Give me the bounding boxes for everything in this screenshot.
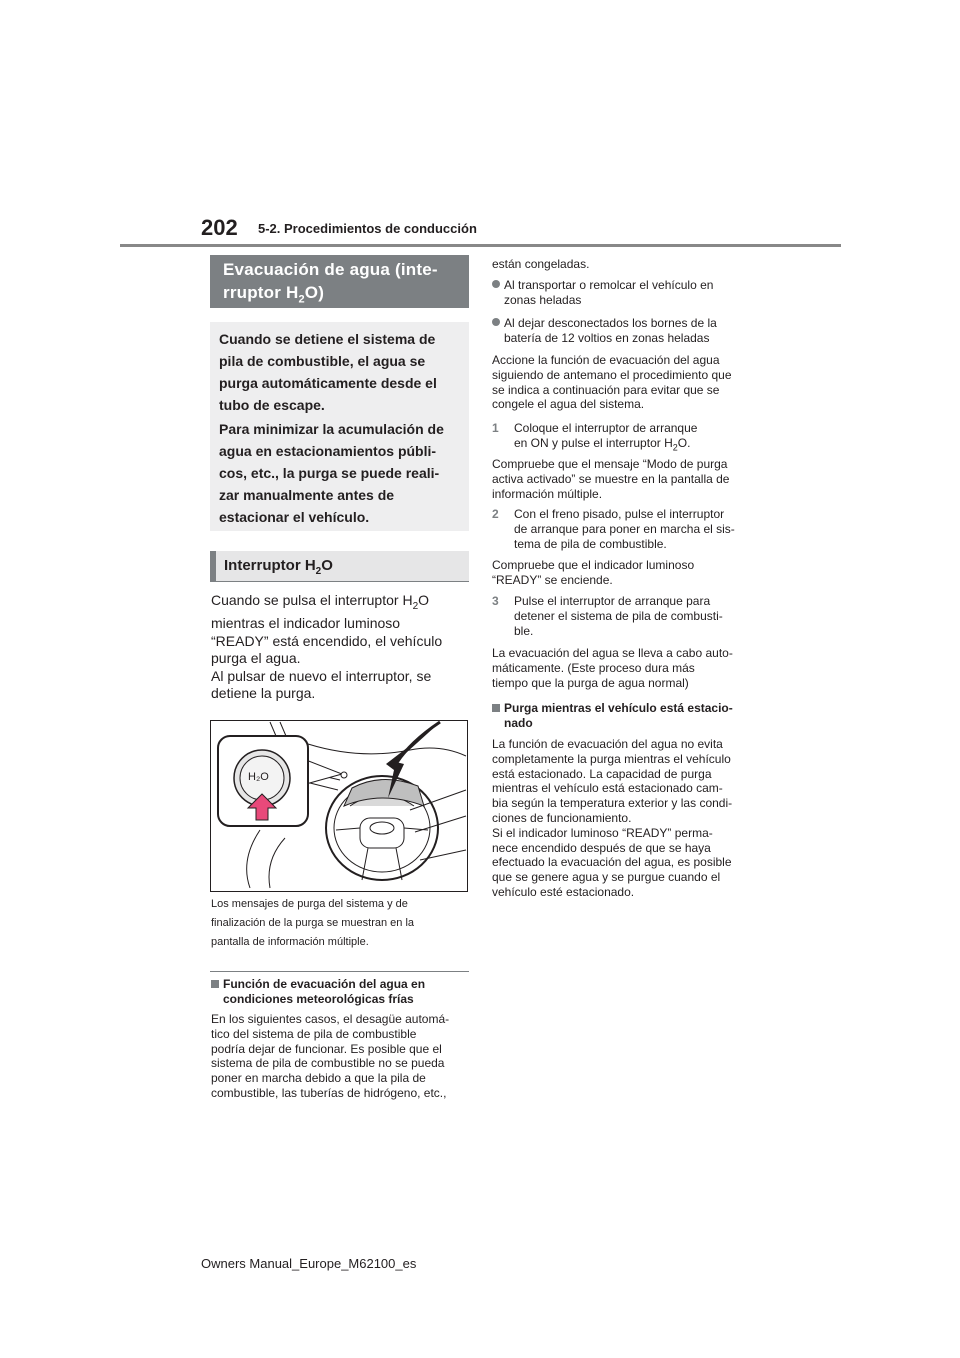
dashboard-illustration: [210, 720, 468, 892]
header-rule: [120, 244, 841, 247]
switch-description: [211, 592, 469, 703]
subsection-banner: [210, 551, 469, 582]
bullet-dot-icon: [492, 318, 500, 326]
intro-line: Cuando se detiene el sistema de: [219, 331, 436, 347]
caption-line: finalización de la purga se muestran en la: [211, 917, 415, 929]
banner-accent-bar: [210, 551, 216, 582]
intro-line: pila de combustible, el agua se: [219, 353, 426, 369]
step-3: 3 Pulse el interruptor de arranque para detener el sistema de pila de combusti- ble.: [492, 594, 723, 638]
after-text: La evacuación del agua se lleva a cabo auto- máticamente. (Este proceso dura más tiempo que la purga de agua normal): [492, 646, 733, 690]
intro-box: [210, 322, 469, 531]
square-bullet-icon: [211, 980, 219, 988]
dashboard-drawing: [210, 720, 468, 892]
divider: [210, 971, 469, 972]
subsection-title: Interruptor $H_2O$: [224, 557, 333, 577]
intro-line: estacionar el vehículo.: [219, 509, 370, 525]
parked-heading: Purga mientras el vehículo está estacio- nado: [492, 701, 754, 731]
step-2-check: Compruebe que el indicador luminoso “READY” se enciende.: [492, 558, 695, 587]
para-line: purga el agua.: [211, 650, 301, 667]
banner-line-2: rruptor $H_2O$): [223, 283, 325, 306]
para-line: Cuando se pulsa el interruptor $H_2O$: [211, 592, 430, 612]
procedure-intro: Accione la función de evacuación del agua siguiendo de antemano el procedimiento que se indica a continuación para evitar que se congele el agua del sistema.: [492, 353, 732, 412]
para-line: detiene la purga.: [211, 685, 316, 702]
caption-line: pantalla de información múltiple.: [211, 936, 369, 948]
intro-line: Para minimizar la acumulación de: [219, 421, 444, 437]
caption-line: Los mensajes de purga del sistema y de: [211, 898, 408, 910]
banner-line-1: Evacuación de agua (inte-: [223, 260, 438, 279]
bullet-dot-icon: [492, 280, 500, 288]
step-1: 1 Coloque el interruptor de arranque en ON y pulse el interruptor $H_2O$.: [492, 421, 698, 453]
para-line: “READY” está encendido, el vehículo: [211, 632, 443, 649]
intro-line: purga automáticamente desde el: [219, 375, 437, 391]
cold-weather-text: En los siguientes casos, el desagüe automá- tico del sistema de pila de combustible podría dejar de funcionar. Es posible que el sistema de pila de combustible no se pueda poner en marcha debido a que la pila de combustible, las tuberías de hidrógeno, etc.,: [211, 1012, 450, 1100]
para-line: mientras el indicador luminoso: [211, 615, 401, 632]
step-1-check: Compruebe que el mensaje “Modo de purga activa activado” se muestre en la pantalla de información múltiple.: [492, 457, 730, 501]
intro-line: zar manualmente antes de: [219, 487, 395, 503]
cold-weather-heading: Función de evacuación del agua en condiciones meteorológicas frías: [211, 977, 469, 1007]
para-line: Al pulsar de nuevo el interruptor, se: [211, 667, 432, 684]
intro-line: agua en estacionamientos públi-: [219, 443, 437, 459]
h2o-button-label: H₂O: [248, 771, 269, 783]
continuation-text: están congeladas.: [492, 257, 590, 271]
section-title: 5-2. Procedimientos de conducción: [258, 221, 477, 236]
parked-text: La función de evacuación del agua no evita completamente la purga mientras el vehículo está estacionado. La capacidad de purga mientras el vehículo está estacionado cam- bia según la temperatura exterior y las condi- ciones de funcionamiento. Si el indicador luminoso “READY” perma- nece encendido después de que se haya efectuado la evacuación del agua, es posible que se genere agua y se purgue cuando el vehículo esté estacionado.: [492, 737, 733, 899]
square-bullet-icon: [492, 704, 500, 712]
footer-text: Owners Manual_Europe_M62100_es: [201, 1256, 417, 1271]
bullet-item: Al dejar desconectados los bornes de la batería de 12 voltios en zonas heladas: [492, 316, 754, 346]
section-banner: [210, 255, 469, 308]
bullet-item: Al transportar o remolcar el vehículo en zonas heladas: [492, 278, 754, 308]
intro-line: cos, etc., la purga se puede reali-: [219, 465, 440, 481]
page-number: 202: [201, 215, 238, 240]
illustration-caption: [211, 895, 469, 952]
intro-line: tubo de escape.: [219, 397, 325, 413]
step-2: 2 Con el freno pisado, pulse el interruptor de arranque para poner en marcha el sis- tema de pila de combustible.: [492, 507, 735, 551]
